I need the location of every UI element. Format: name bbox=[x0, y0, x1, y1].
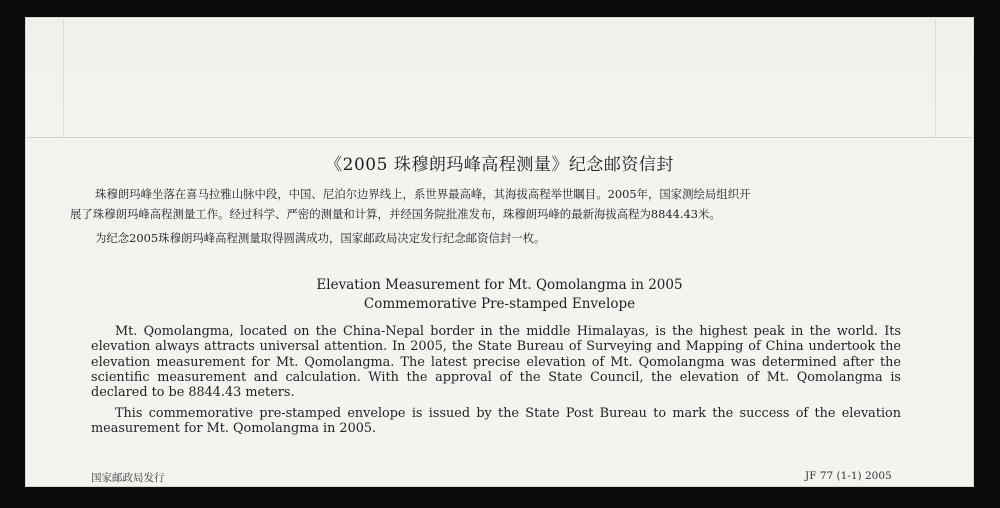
envelope-flap bbox=[27, 19, 972, 138]
english-subtitle: Commemorative Pre-stamped Envelope bbox=[363, 296, 636, 312]
english-paragraph-2: This commemorative pre-stamped envelope is issued by the State Post Bureau to mark the success of the elevation measurement for Mt. Qomolangma in 2005. bbox=[91, 406, 901, 437]
envelope bbox=[25, 17, 974, 487]
chinese-paragraph-2: 为纪念2005珠穆朗玛峰高程测量取得圆满成功，国家邮政局决定发行纪念邮资信封一枚。 bbox=[95, 231, 546, 245]
chinese-paragraph-1-line-2: 展了珠穆朗玛峰高程测量工作。经过科学、严密的测量和计算，并经国务院批准发布，珠穆朗玛峰的最新海拔高程为8844.43米。 bbox=[70, 207, 721, 221]
english-paragraph-1: Mt. Qomolangma, located on the China-Nepal border in the middle Himalayas, is the highest peak in the world. Its elevation always attracts universal attention. In 2005, the State Bureau of Surveying and Mapping of China undertook the elevation measurement for Mt. Qomolangma. The latest precise elevation of Mt. Qomolangma was determined after the scientific measurement and calculation. With the approval of the State Council, the elevation of Mt. Qomolangma is declared to be 8844.43 meters. bbox=[91, 324, 901, 401]
issuer-label: 国家邮政局发行 bbox=[91, 472, 165, 484]
chinese-paragraph-1-line-1: 珠穆朗玛峰坐落在喜马拉雅山脉中段，中国、尼泊尔边界线上，系世界最高峰，其海拔高程举世瞩目。2005年，国家测绘局组织开 bbox=[95, 187, 751, 201]
envelope-code: JF 77 (1-1) 2005 bbox=[805, 470, 892, 482]
chinese-title: 《2005 珠穆朗玛峰高程测量》纪念邮资信封 bbox=[325, 155, 674, 175]
english-title: Elevation Measurement for Mt. Qomolangma in 2005 bbox=[316, 277, 683, 293]
